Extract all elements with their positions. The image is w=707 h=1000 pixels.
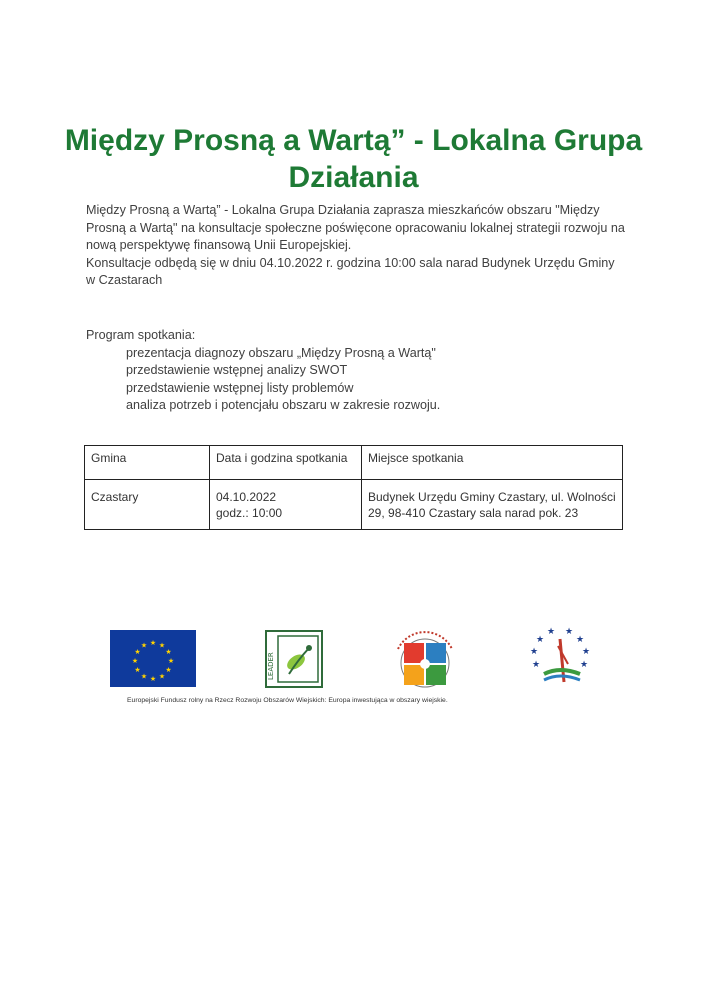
program-label: Program spotkania: [86,328,196,342]
program-item: przedstawienie wstępnej analizy SWOT [126,363,348,378]
program-item: prezentacja diagnozy obszaru „Między Prosną a Wartą" [126,345,436,360]
svg-text:★: ★ [579,660,589,670]
svg-text:★: ★ [131,657,139,665]
svg-text:★: ★ [167,657,175,665]
cell-date: 04.10.2022 [216,490,277,504]
program-list [86,345,626,415]
program-item: przedstawienie wstępnej listy problemów [126,380,354,395]
program-item: analiza potrzeb i potencjału obszaru w zakresie rozwoju. [126,398,441,413]
header-place: Miejsce spotkania [362,446,623,480]
svg-text:★: ★ [165,666,172,674]
svg-text:★: ★ [149,639,157,647]
meeting-program [86,327,626,415]
table-row [85,480,623,530]
intro-paragraph-2: Konsultacje odbędą się w dniu 04.10.2022 r. godzina 10:00 sala narad Budynek Urzędu Gminy w Czastarach [86,255,615,288]
svg-text:★: ★ [134,666,141,674]
lgd-puzzle-logo-icon [390,625,460,695]
cell-gmina: Czastary [85,480,210,530]
cell-place: Budynek Urzędu Gminy Czastary, ul. Wolności 29, 98-410 Czastary sala narad pok. 23 [362,480,623,530]
svg-text:★: ★ [546,627,556,637]
eu-flag-icon [110,630,196,687]
svg-text:★: ★ [535,635,545,645]
cell-datetime [210,480,362,530]
svg-text:★: ★ [581,647,591,657]
svg-text:★: ★ [158,641,166,650]
funding-caption: Europejski Fundusz rolny na Rzecz Rozwoju Obszarów Wiejskich: Europa inwestująca w obszary wiejskie. [127,697,448,704]
svg-text:★: ★ [134,648,141,656]
cell-time: godz.: 10:00 [216,506,283,520]
meeting-table [84,445,623,530]
svg-text:★: ★ [531,660,541,670]
svg-text:★: ★ [575,635,585,645]
svg-text:★: ★ [165,648,172,656]
page-title: Między Prosną a Wartą” - Lokalna Grupa Działania [64,124,643,194]
svg-text:★: ★ [529,647,539,657]
leader-logo-icon [265,630,323,688]
svg-text:★: ★ [158,672,166,681]
header-date: Data i godzina spotkania [210,446,362,480]
svg-text:★: ★ [140,672,148,681]
intro-paragraph-1: Między Prosną a Wartą” - Lokalna Grupa Działania zaprasza mieszkańców obszaru "Między Prosną a Wartą" na konsultacje społeczne poświęcone opracowaniu lokalnej strategii rozwoju na nową perspektywę finansową Unii Europejskiej. [86,203,625,253]
leader-logo-text: LEADER [267,652,275,680]
svg-text:★: ★ [140,641,148,650]
table-header-row [85,446,623,480]
star-arc-logo-icon [522,624,598,694]
svg-text:★: ★ [564,627,574,637]
svg-text:★: ★ [149,675,157,683]
header-gmina: Gmina [85,446,210,480]
intro-text [86,202,626,290]
